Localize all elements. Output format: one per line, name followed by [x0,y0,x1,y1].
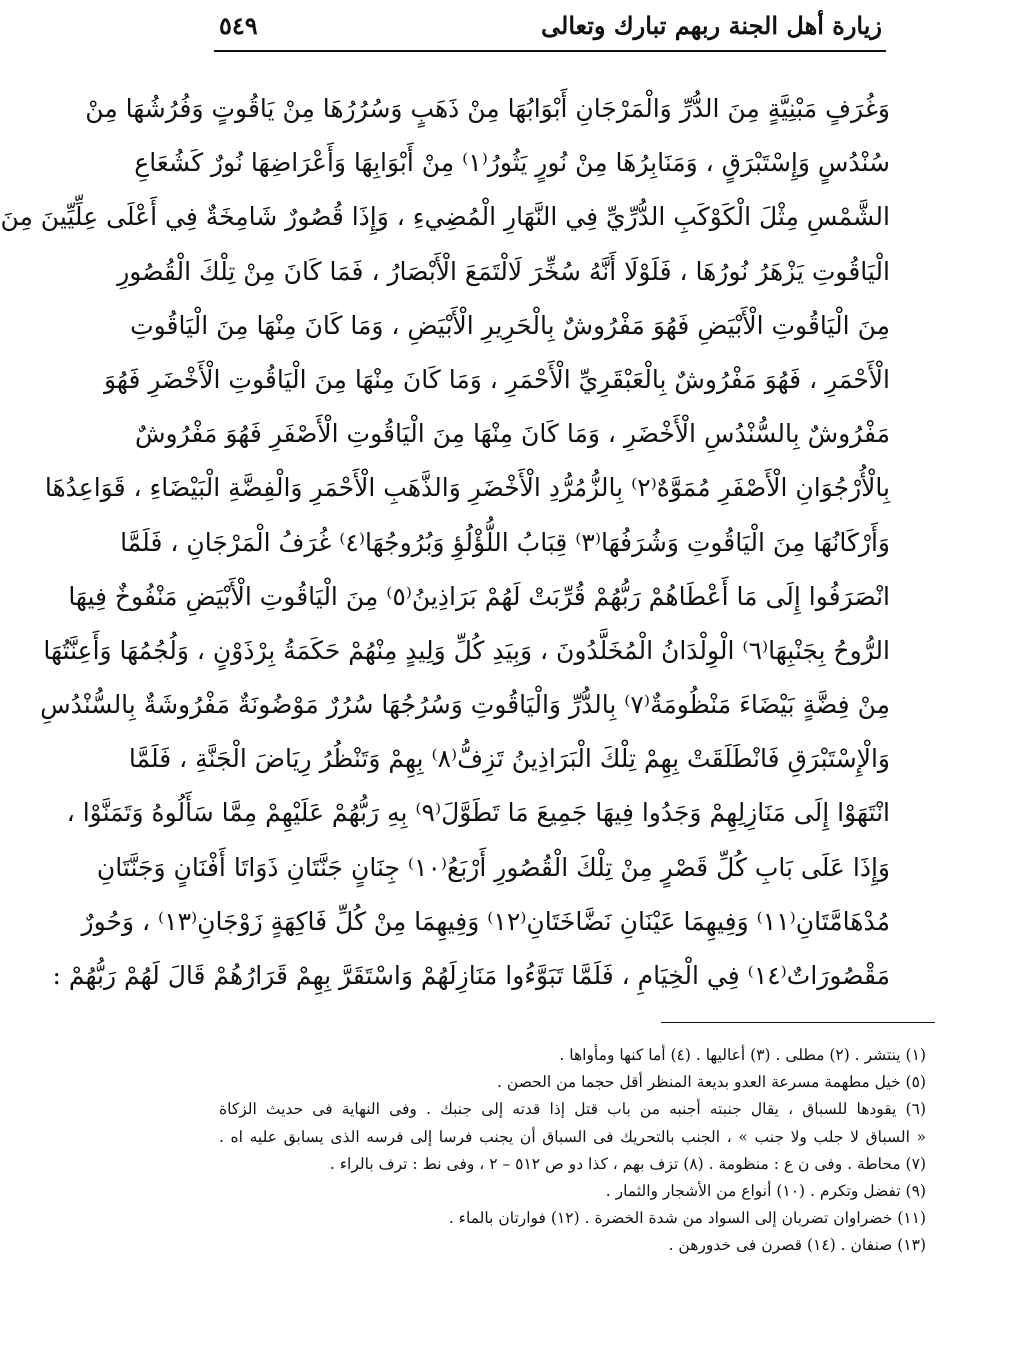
footnote-line: (١) ينتشر . (٢) مطلى . (٣) أعاليها . (٤) أما كنها ومأواها . [559,1046,926,1064]
main-text [0,82,890,1003]
text-line: الْأَحْمَرِ ، فَهُوَ مَفْرُوشٌ بِالْعَبْقَرِيِّ الْأَحْمَرِ ، وَمَا كَانَ مِنْهَا مِنَ الْيَاقُوتِ الْأَخْضَرِ فَهُوَ [104,364,890,394]
text-line: مِنَ الْيَاقُوتِ الْأَبْيَضِ فَهُوَ مَفْرُوشٌ بِالْحَرِيرِ الْأَبْيَضِ ، وَمَا كَانَ مِنْهَا مِنَ الْيَاقُوتِ [130,310,890,340]
page-number: ٥٤٩ [219,10,258,40]
text-line: الرُّوحُ بِجَنْبِهَا⁽٦⁾ الْوِلْدَانُ الْمُخَلَّدُونَ ، وَبِيَدِ كُلِّ وَلِيدٍ مِنْهُمْ حَكَمَةُ بِرْذَوْنٍ ، وَلُجُمُهَا وَأَعِنَّتُهَا [43,635,890,665]
header-title: زيارة أهل الجنة ربهم تبارك وتعالى [541,10,882,40]
footnote-line: (٩) تفضل وتكرم . (١٠) أنواع من الأشجار والثمار . [605,1181,926,1200]
footnote-line: « السباق لا جلب ولا جنب » ، الجنب بالتحريك فى السباق أن يجنب فرسا إلى فرسه الذى يسابق عليه اه . [219,1127,926,1146]
running-header [219,6,882,44]
text-line: وَالْإِسْتَبْرَقِ فَانْطَلَقَتْ بِهِمْ تِلْكَ الْبَرَاذِينُ تَزِفُّ⁽٨⁾ بِهِمْ وَتَنْظُرُ رِيَاضَ الْجَنَّةِ ، فَلَمَّا [128,744,890,774]
text-line: سُنْدُسٍ وَإِسْتَبْرَقٍ ، وَمَنَابِرُهَا مِنْ نُورٍ يَثُورُ⁽١⁾ مِنْ أَبْوَابِهَا وَأَعْرَاضِهَا نُورٌ كَشُعَاعِ [134,148,890,178]
text-line: وَإِذَا عَلَى بَابِ كُلِّ قَصْرٍ مِنْ تِلْكَ الْقُصُورِ أَرْبَعُ⁽١٠⁾ جِنَانٍ جَنَّتَانِ ذَوَاتَا أَفْنَانٍ وَجَنَّتَانِ [96,852,890,882]
text-line: مِنْ فِضَّةٍ بَيْضَاءَ مَنْظُومَةٌ⁽٧⁾ بِالدُّرِّ وَالْيَاقُوتِ وَسُرُجُهَا سُرُرٌ مَوْضُونَةٌ مَفْرُوشَةٌ بِالسُّنْدُسِ [40,690,890,720]
footnote-line: (٦) يقودها للسباق ، يقال جنبته أجنبه من باب قتل إذا قدته إلى جنبك . وفى النهاية فى حديث الزكاة [219,1100,926,1119]
text-line: وَأَرْكَانُهَا مِنَ الْيَاقُوتِ وَشُرَفُهَا⁽٣⁾ قِبَابُ اللُّؤْلُؤِ وَبُرُوجُهَا⁽٤⁾ غُرَفُ الْمَرْجَانِ ، فَلَمَّا [120,527,890,557]
text-line: مَفْرُوشٌ بِالسُّنْدُسِ الْأَخْضَرِ ، وَمَا كَانَ مِنْهَا مِنَ الْيَاقُوتِ الْأَصْفَرِ فَهُوَ مَفْرُوشٌ [135,419,890,449]
header-rule [214,50,886,52]
text-line: مُدْهَامَّتَانِ⁽١١⁾ وَفِيهِمَا عَيْنَانِ نَضَّاخَتَانِ⁽١٢⁾ وَفِيهِمَا مِنْ كُلِّ فَاكِهَةٍ زَوْجَانِ⁽١٣⁾ ، وَحُورٌ [81,906,890,936]
footnote-separator [661,1022,935,1023]
footnote-line: (٥) خيل مطهمة مسرعة العدو بديعة المنظر أقل حجما من الحصن . [497,1073,926,1092]
text-line: انْتَهَوْا إِلَى مَنَازِلِهِمْ وَجَدُوا فِيهَا جَمِيعَ مَا تَطَوَّلَ⁽٩⁾ بِهِ رَبُّهُمْ عَلَيْهِمْ مِمَّا سَأَلُوهُ وَتَمَنَّوْا ، [66,798,890,828]
text-line: وَغُرَفٍ مَبْنِيَّةٍ مِنَ الدُّرِّ وَالْمَرْجَانِ أَبْوَابُهَا مِنْ ذَهَبٍ وَسُرُرُهَا مِنْ يَاقُوتٍ وَفُرُشُهَا مِنْ [85,94,890,123]
footnote-line: (١٣) صنفان . (١٤) قصرن فى خدورهن . [668,1236,926,1255]
text-line: مَقْصُورَاتٌ⁽١٤⁾ فِي الْخِيَامِ ، فَلَمَّا تَبَوَّءُوا مَنَازِلَهُمْ وَاسْتَقَرَّ بِهِمْ قَرَارُهُمْ قَالَ لَهُمْ رَبُّهُمْ : [52,961,890,990]
text-line: انْصَرَفُوا إِلَى مَا أَعْطَاهُمْ رَبُّهُمْ قُرِّبَتْ لَهُمْ بَرَاذِينُ⁽٥⁾ مِنَ الْيَاقُوتِ الْأَبْيَضِ مَنْفُوخٌ فِيهَا [68,581,890,611]
footnote-line: (١١) خضراوان تضربان إلى السواد من شدة الخضرة . (١٢) فوارتان بالماء . [448,1209,926,1228]
footnotes [219,1042,926,1260]
text-line: الشَّمْسِ مِثْلَ الْكَوْكَبِ الدُّرِّيِّ فِي النَّهَارِ الْمُضِيءِ ، وَإِذَا قُصُورٌ شَامِخَةٌ فِي أَعْلَى عِلِّيِّينَ مِنَ [0,202,890,232]
footnote-line: (٧) محاطة . وفى ن ع : منظومة . (٨) تزف بهم ، كذا دو ص ٥١٢ – ٢ ، وفى نط : ترف بالراء . [329,1154,926,1173]
text-line: الْيَاقُوتِ يَزْهَرُ نُورُهَا ، فَلَوْلَا أَنَّهُ سُخِّرَ لَالْتَمَعَ الْأَبْصَارُ ، فَمَا كَانَ مِنْ تِلْكَ الْقُصُورِ [117,256,890,286]
text-line: بِالْأُرْجُوَانِ الْأَصْفَرِ مُمَوَّهٌ⁽٢⁾ بِالزُّمُرُّدِ الْأَخْضَرِ وَالذَّهَبِ الْأَحْمَرِ وَالْفِضَّةِ الْبَيْضَاءِ ، قَوَاعِدُهَا [44,473,890,503]
